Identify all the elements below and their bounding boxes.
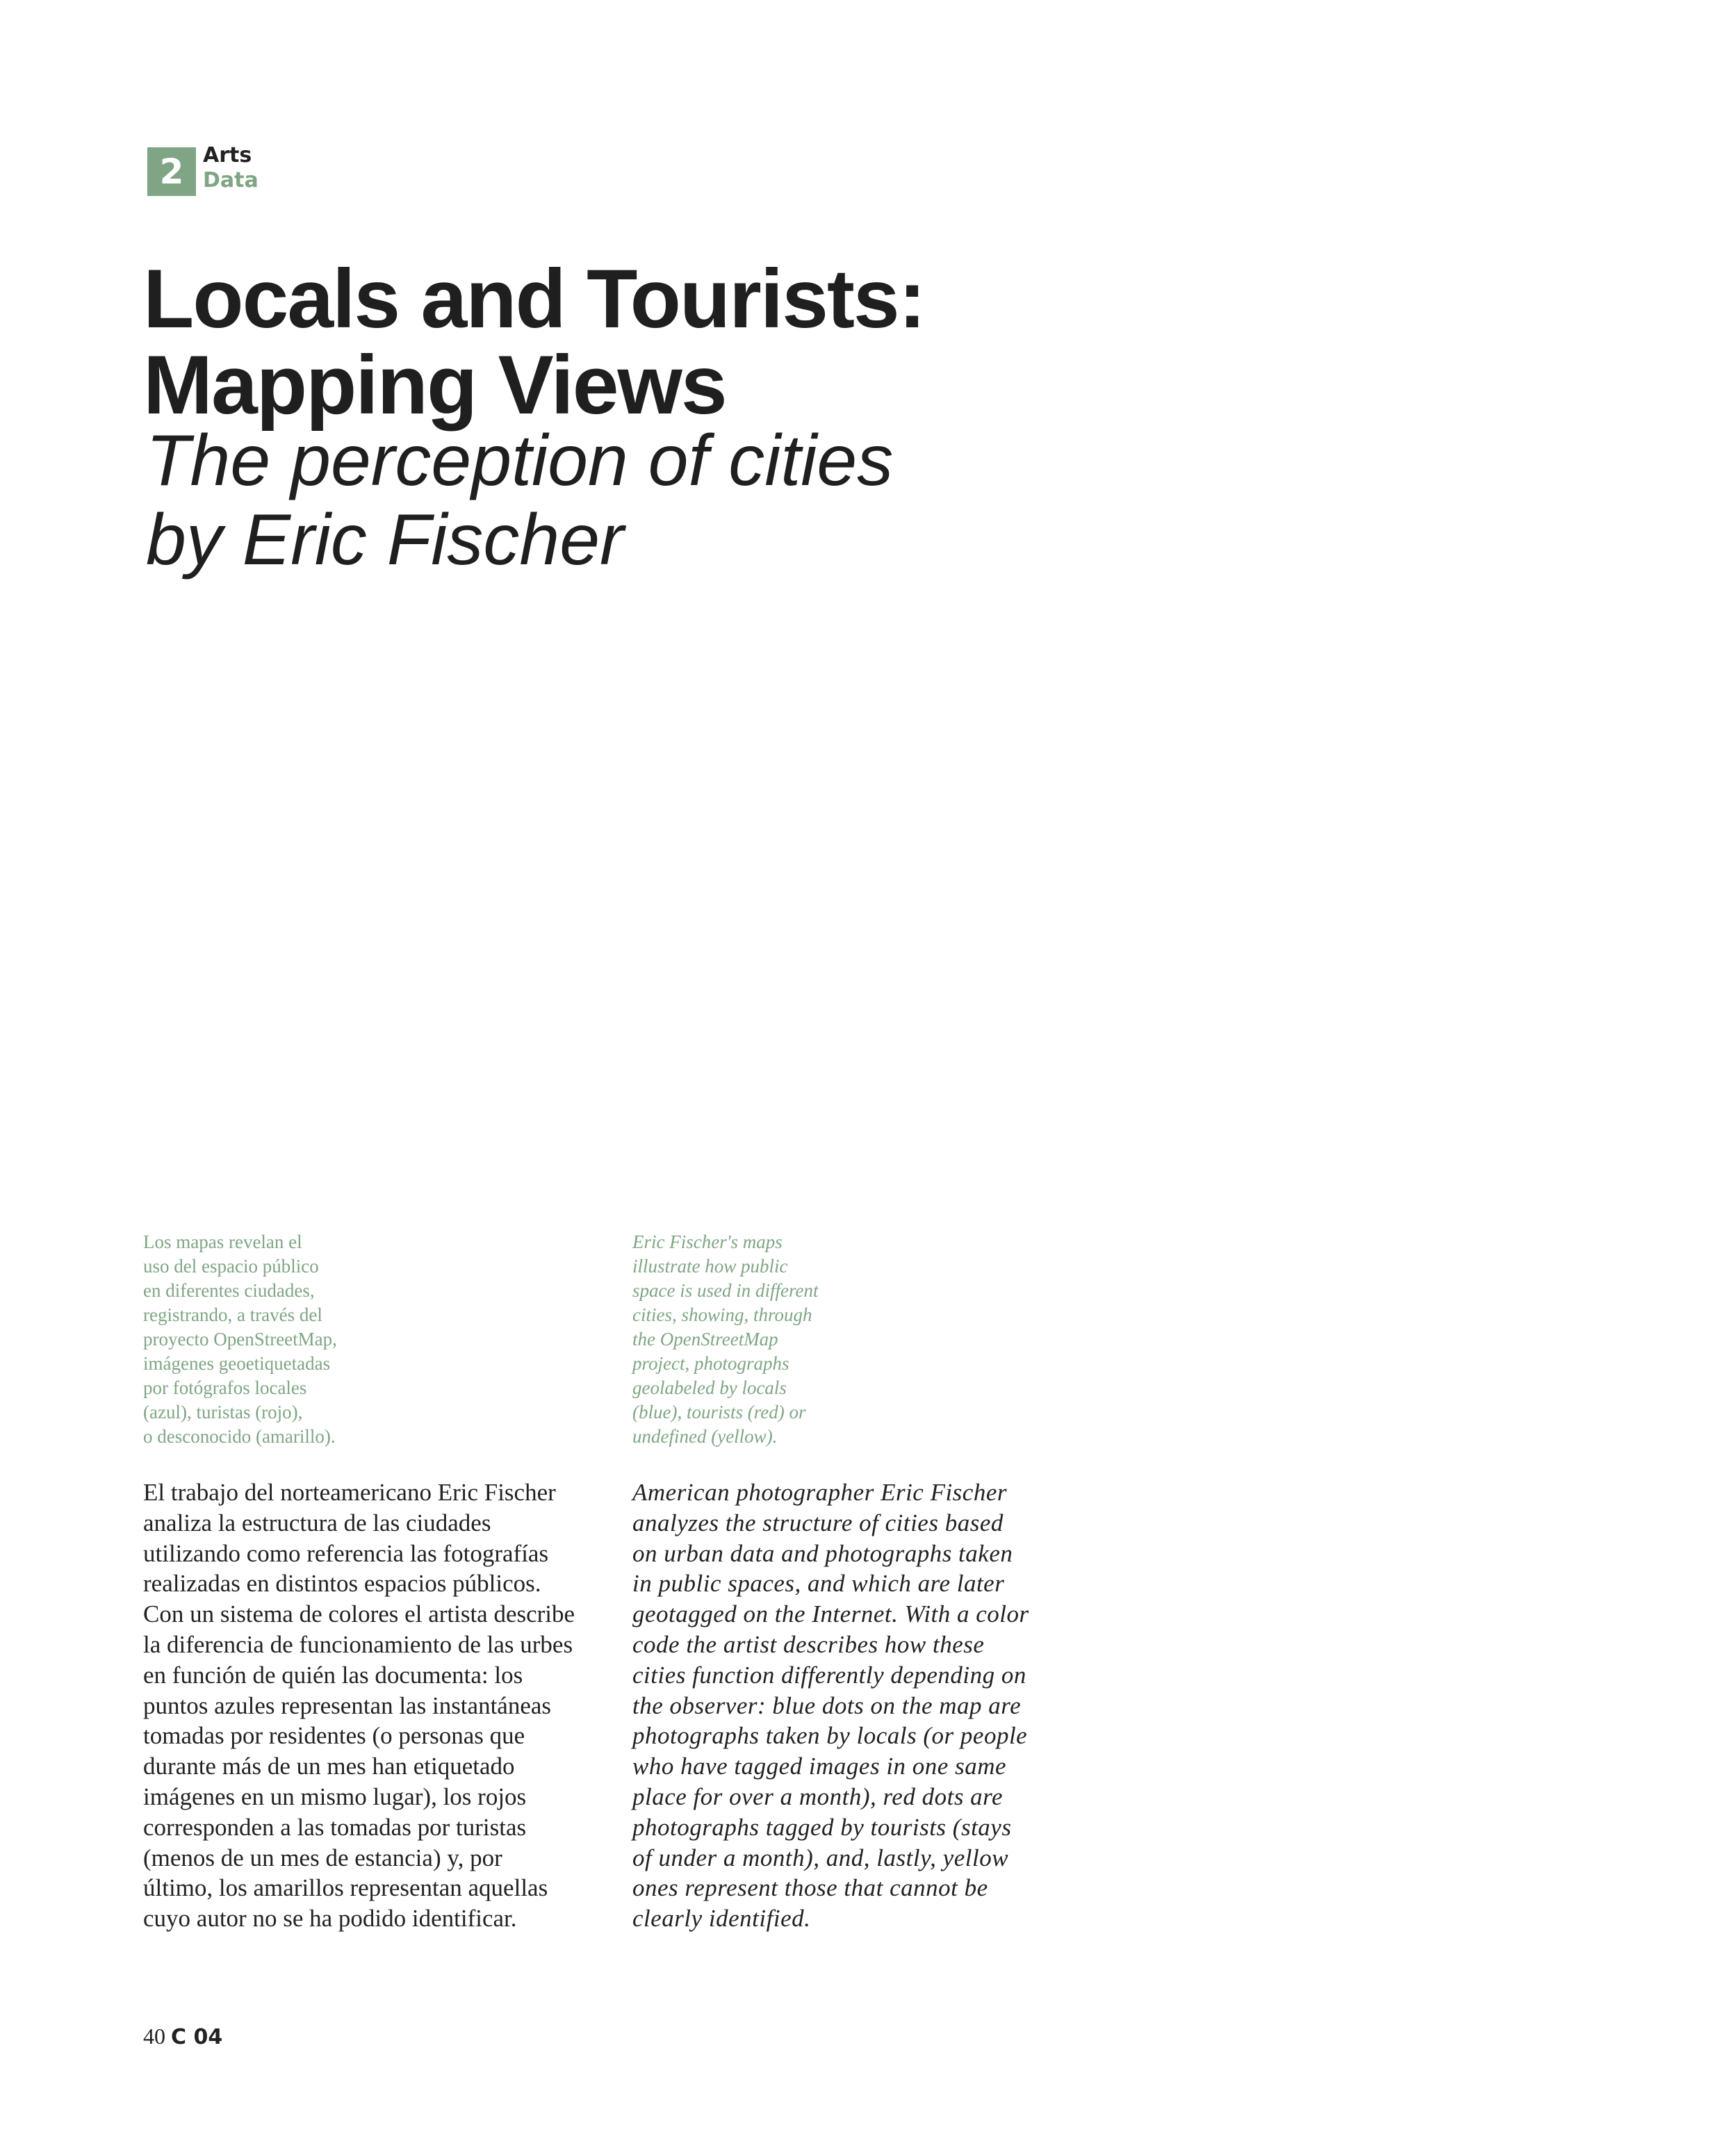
- section-label-primary: Arts: [203, 143, 252, 167]
- caption-line: uso del espacio público: [143, 1256, 319, 1277]
- article-title: [143, 252, 925, 432]
- body-line: photographs taken by locals (or people: [632, 1722, 1028, 1750]
- body-line: clearly identified.: [632, 1905, 811, 1933]
- caption-english: [632, 1230, 818, 1449]
- section-labels: [203, 143, 259, 193]
- article-subtitle-line: by Eric Fischer: [146, 500, 624, 580]
- caption-line: (azul), turistas (rojo),: [143, 1402, 303, 1423]
- caption-line: Los mapas revelan el: [143, 1231, 302, 1252]
- caption-line: geolabeled by locals: [632, 1377, 787, 1398]
- body-line: the observer: blue dots on the map are: [632, 1691, 1022, 1719]
- caption-line: en diferentes ciudades,: [143, 1280, 315, 1301]
- body-line: en función de quién las documenta: los: [143, 1661, 523, 1689]
- body-line: corresponden a las tomadas por turistas: [143, 1813, 527, 1841]
- caption-line: undefined (yellow).: [632, 1426, 778, 1447]
- caption-line: illustrate how public: [632, 1256, 788, 1277]
- body-line: la diferencia de funcionamiento de las urbes: [143, 1630, 573, 1658]
- article-subtitle-line: The perception of cities: [146, 420, 894, 501]
- body-text-english: [632, 1477, 1029, 1934]
- body-line: who have tagged images in one same: [632, 1753, 1007, 1780]
- caption-line: proyecto OpenStreetMap,: [143, 1329, 337, 1350]
- body-line: analiza la estructura de las ciudades: [143, 1509, 491, 1536]
- body-line: cuyo autor no se ha podido identificar.: [143, 1905, 517, 1933]
- article-title-line: Mapping Views: [143, 338, 726, 432]
- body-line: El trabajo del norteamericano Eric Fischer: [143, 1479, 556, 1506]
- body-line: Con un sistema de colores el artista describe: [143, 1600, 575, 1628]
- body-line: cities function differently depending on: [632, 1661, 1026, 1689]
- caption-line: cities, showing, through: [632, 1304, 812, 1325]
- body-line: imágenes en un mismo lugar), los rojos: [143, 1782, 527, 1810]
- section-label-secondary: Data: [203, 168, 259, 192]
- body-line: último, los amarillos representan aquellas: [143, 1874, 548, 1902]
- article-subtitle: [146, 421, 893, 580]
- caption-line: Eric Fischer's maps: [632, 1231, 783, 1252]
- body-line: place for over a month), red dots are: [632, 1782, 1004, 1810]
- body-line: of under a month), and, lastly, yellow: [632, 1844, 1009, 1871]
- body-line: ones represent those that cannot be: [632, 1874, 988, 1902]
- body-line: durante más de un mes han etiquetado: [143, 1753, 515, 1780]
- caption-line: the OpenStreetMap: [632, 1329, 778, 1350]
- body-line: utilizando como referencia las fotografías: [143, 1539, 549, 1567]
- caption-line: project, photographs: [632, 1353, 789, 1374]
- article-title-line: Locals and Tourists:: [143, 252, 925, 345]
- body-line: realizadas en distintos espacios públicos.: [143, 1570, 541, 1598]
- section-number-badge: 2: [147, 147, 196, 196]
- body-line: puntos azules representan las instantáneas: [143, 1691, 552, 1719]
- body-line: photographs tagged by tourists (stays: [632, 1813, 1012, 1841]
- caption-spanish: [143, 1230, 337, 1449]
- body-line: tomadas por residentes (o personas que: [143, 1722, 525, 1750]
- body-line: code the artist describes how these: [632, 1630, 985, 1658]
- body-line: American photographer Eric Fischer: [632, 1479, 1007, 1506]
- magazine-issue: C 04: [171, 2025, 223, 2049]
- page-folio: [143, 2022, 222, 2051]
- body-line: in public spaces, and which are later: [632, 1570, 1005, 1598]
- caption-line: imágenes geoetiquetadas: [143, 1353, 331, 1374]
- body-line: analyzes the structure of cities based: [632, 1509, 1004, 1536]
- body-line: on urban data and photographs taken: [632, 1539, 1013, 1567]
- caption-line: o desconocido (amarillo).: [143, 1426, 336, 1447]
- caption-line: space is used in different: [632, 1280, 819, 1301]
- caption-line: registrando, a través del: [143, 1304, 322, 1325]
- caption-line: (blue), tourists (red) or: [632, 1402, 806, 1423]
- caption-line: por fotógrafos locales: [143, 1377, 307, 1398]
- body-line: geotagged on the Internet. With a color: [632, 1600, 1029, 1628]
- body-line: (menos de un mes de estancia) y, por: [143, 1844, 502, 1871]
- page-number: 40: [143, 2024, 165, 2049]
- body-text-spanish: [143, 1477, 575, 1934]
